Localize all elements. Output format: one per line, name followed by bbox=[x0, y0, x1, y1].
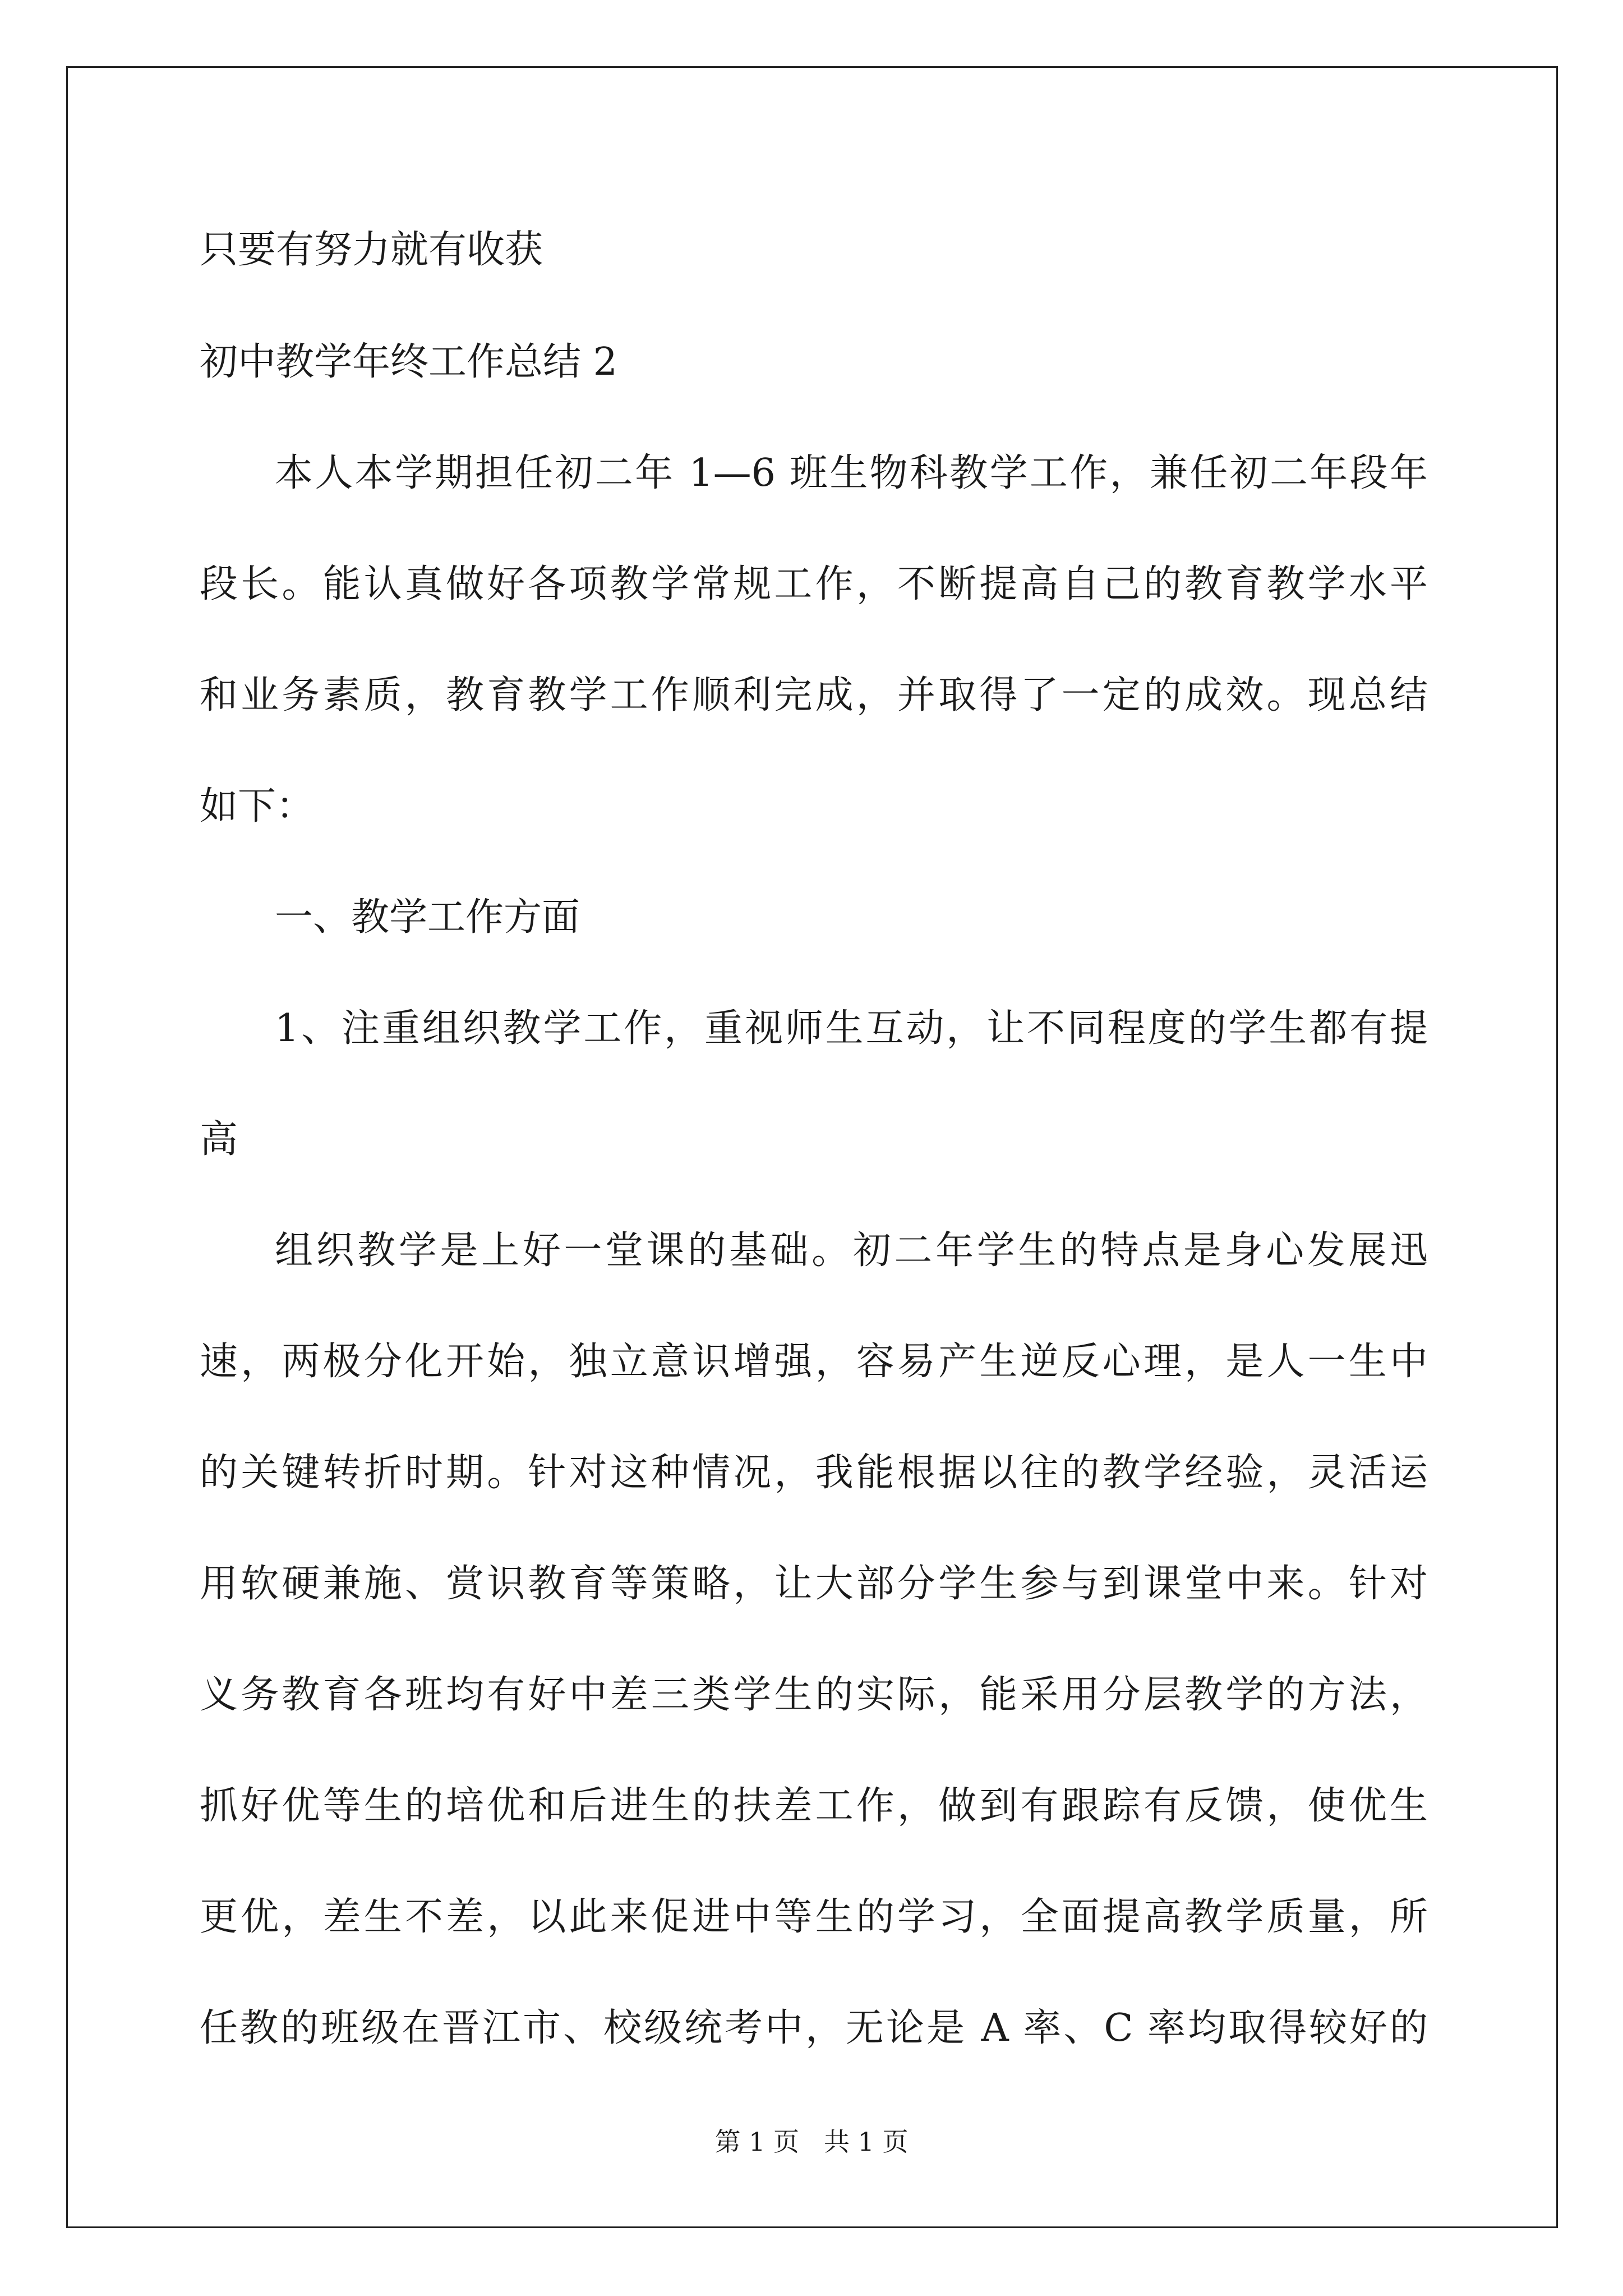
paragraph-line: 和业务素质，教育教学工作顺利完成，并取得了一定的成效。现总结 bbox=[200, 673, 1428, 717]
paragraph-line: 本人本学期担任初二年 1—6 班生物科教学工作，兼任初二年段年 bbox=[275, 451, 1428, 495]
paragraph-line: 组织教学是上好一堂课的基础。初二年学生的特点是身心发展迅 bbox=[275, 1228, 1428, 1273]
paragraph-line: 更优，差生不差，以此来促进中等生的学习，全面提高教学质量，所 bbox=[200, 1895, 1428, 1939]
paragraph-line: 段长。能认真做好各项教学常规工作，不断提高自己的教育教学水平 bbox=[200, 562, 1428, 606]
page-total: 共 1 页 bbox=[823, 2127, 909, 2157]
subsection-heading: 1、注重组织教学工作，重视师生互动，让不同程度的学生都有提 bbox=[275, 1006, 1428, 1051]
paragraph-line: 任教的班级在晋江市、校级统考中，无论是 A 率、C 率均取得较好的 bbox=[200, 2006, 1428, 2050]
paragraph-line: 用软硬兼施、赏识教育等策略，让大部分学生参与到课堂中来。针对 bbox=[200, 1562, 1428, 1606]
paragraph-line: 如下： bbox=[200, 784, 315, 829]
paragraph-line: 的关键转折时期。针对这种情况，我能根据以往的教学经验，灵活运 bbox=[200, 1451, 1428, 1495]
page-footer bbox=[0, 2129, 1623, 2155]
paragraph-line: 义务教育各班均有好中差三类学生的实际，能采用分层教学的方法， bbox=[200, 1673, 1428, 1717]
paragraph-line: 抓好优等生的培优和后进生的扶差工作，做到有跟踪有反馈，使优生 bbox=[200, 1784, 1428, 1828]
paragraph-line: 速，两极分化开始，独立意识增强，容易产生逆反心理，是人一生中 bbox=[200, 1340, 1428, 1384]
title-line: 初中教学年终工作总结 2 bbox=[200, 340, 617, 384]
page-number: 第 1 页 bbox=[714, 2127, 800, 2157]
heading-line: 只要有努力就有收获 bbox=[200, 228, 543, 272]
section-heading: 一、教学工作方面 bbox=[275, 895, 580, 940]
subsection-heading-cont: 高 bbox=[200, 1117, 238, 1162]
